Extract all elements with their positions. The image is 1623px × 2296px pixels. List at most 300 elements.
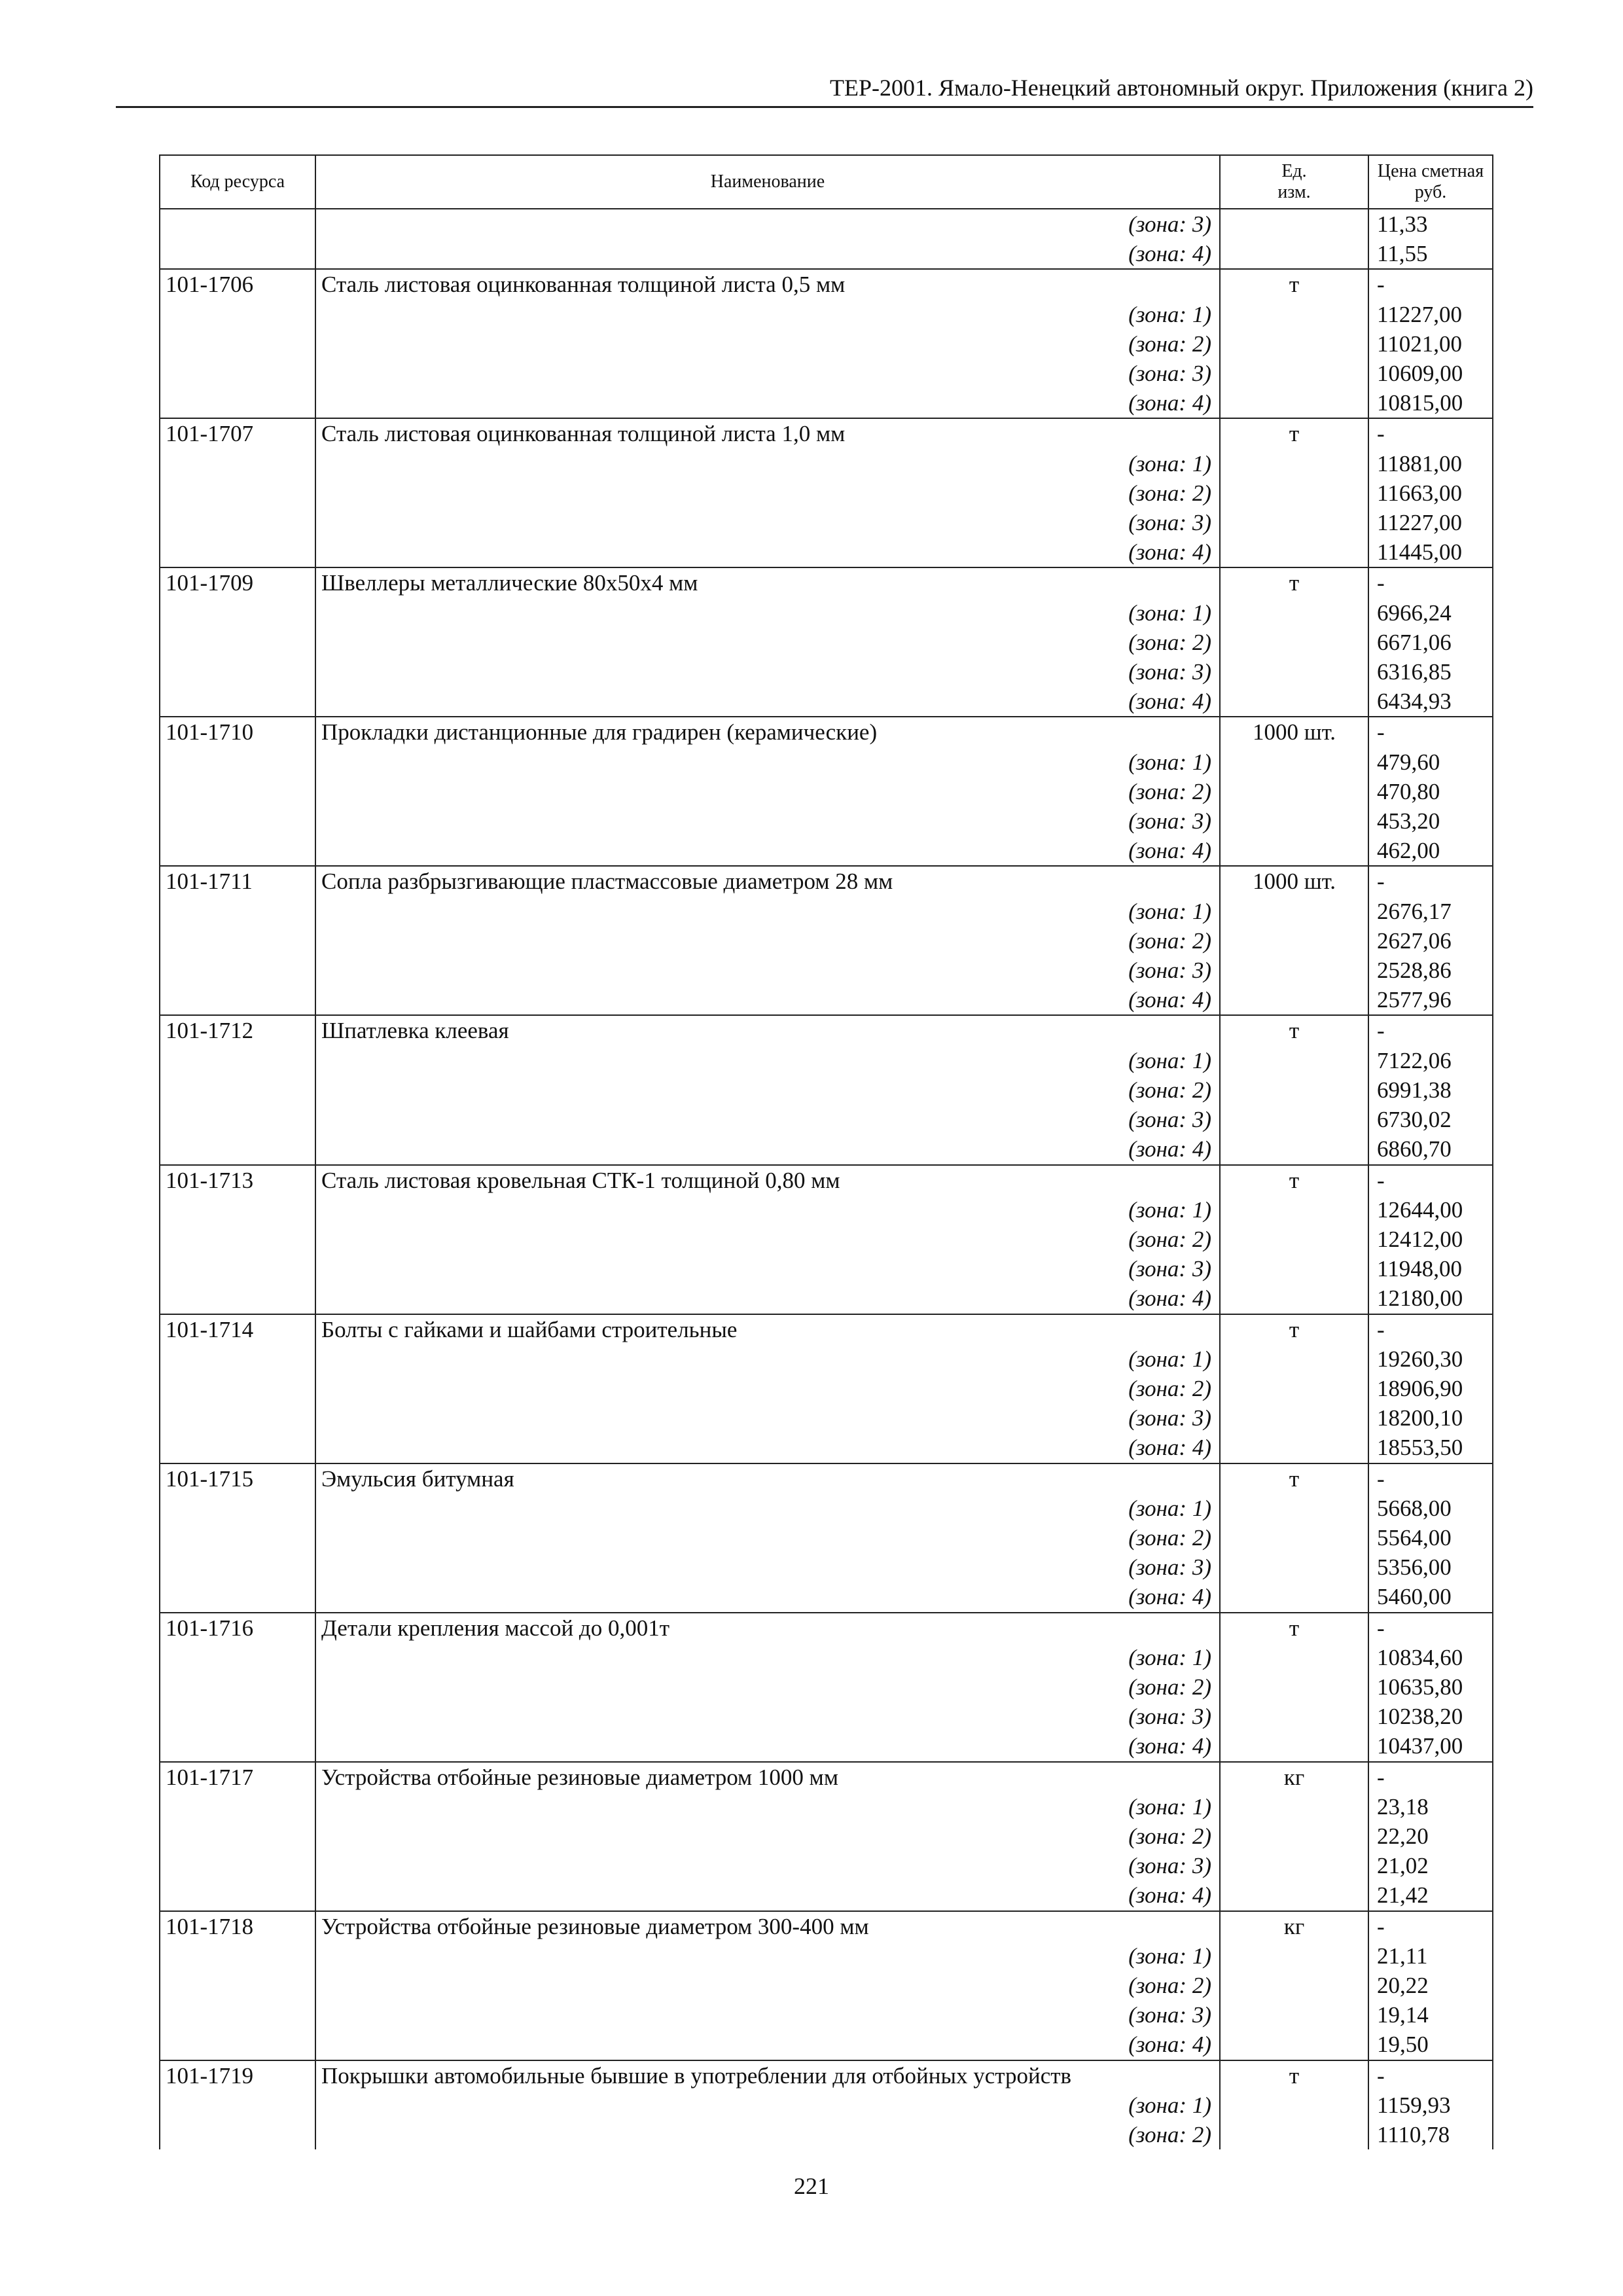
resource-name: Сталь листовая кровельная СТК-1 толщиной 0,80 мм <box>315 1165 1220 1195</box>
unit-cell <box>1220 1851 1368 1880</box>
unit-cell <box>1220 1344 1368 1374</box>
zone-price: 6991,38 <box>1368 1075 1493 1105</box>
zone-row <box>160 657 1493 687</box>
unit-cell <box>1220 2030 1368 2060</box>
resource-row <box>160 866 1493 896</box>
zone-price: 6316,85 <box>1368 657 1493 687</box>
resource-base-price: - <box>1368 1314 1493 1344</box>
resource-code-cell <box>160 1075 315 1105</box>
zone-label: (зона: 1) <box>315 1941 1220 1971</box>
zone-label: (зона: 2) <box>315 329 1220 359</box>
carryover-row <box>160 209 1493 239</box>
resource-base-price: - <box>1368 1762 1493 1792</box>
resource-unit: т <box>1220 1015 1368 1045</box>
zone-price: 18553,50 <box>1368 1433 1493 1463</box>
resource-code-cell <box>160 1643 315 1672</box>
zone-row <box>160 1702 1493 1731</box>
zone-row <box>160 806 1493 836</box>
zone-price: 18906,90 <box>1368 1374 1493 1403</box>
resource-code-cell <box>160 1523 315 1552</box>
resource-code-cell <box>160 1792 315 1821</box>
resource-unit: кг <box>1220 1911 1368 1941</box>
resource-base-price: - <box>1368 866 1493 896</box>
zone-price: 21,42 <box>1368 1880 1493 1910</box>
resource-code-cell <box>160 628 315 657</box>
zone-label: (зона: 2) <box>315 777 1220 806</box>
zone-row <box>160 1344 1493 1374</box>
zone-label: (зона: 3) <box>315 1851 1220 1880</box>
resource-code-cell <box>160 806 315 836</box>
zone-row <box>160 388 1493 418</box>
zone-row <box>160 687 1493 717</box>
zone-row <box>160 777 1493 806</box>
unit-cell <box>1220 1283 1368 1314</box>
zone-row <box>160 598 1493 628</box>
resource-code-cell <box>160 329 315 359</box>
column-header-price-line1: Цена сметная <box>1377 161 1484 181</box>
zone-row <box>160 1134 1493 1164</box>
zone-row <box>160 1731 1493 1761</box>
unit-cell <box>1220 2090 1368 2120</box>
zone-price: 12644,00 <box>1368 1195 1493 1225</box>
zone-label: (зона: 1) <box>315 1195 1220 1225</box>
unit-cell <box>1220 2000 1368 2030</box>
unit-cell <box>1220 1731 1368 1761</box>
zone-price: 12412,00 <box>1368 1225 1493 1254</box>
zone-price: 20,22 <box>1368 1971 1493 2000</box>
resource-row <box>160 1015 1493 1045</box>
zone-price: 11881,00 <box>1368 449 1493 478</box>
zone-label: (зона: 2) <box>315 2120 1220 2149</box>
zone-label: (зона: 1) <box>315 1046 1220 1075</box>
resource-unit: т <box>1220 2060 1368 2090</box>
zone-row <box>160 926 1493 956</box>
zone-label: (зона: 3) <box>315 359 1220 388</box>
resource-base-price: - <box>1368 418 1493 448</box>
zone-row <box>160 1851 1493 1880</box>
resource-row <box>160 269 1493 299</box>
zone-row <box>160 956 1493 985</box>
page-header <box>116 73 1533 108</box>
resource-code-cell <box>160 2030 315 2060</box>
zone-price: 1110,78 <box>1368 2120 1493 2149</box>
zone-label: (зона: 4) <box>315 537 1220 567</box>
zone-price: 19,50 <box>1368 2030 1493 2060</box>
unit-cell <box>1220 687 1368 717</box>
resource-code-cell <box>160 2000 315 2030</box>
zone-row <box>160 1374 1493 1403</box>
zone-row <box>160 1672 1493 1702</box>
resource-name: Устройства отбойные резиновые диаметром 300-400 мм <box>315 1911 1220 1941</box>
resource-code: 101-1717 <box>160 1762 315 1792</box>
resource-name: Шпатлевка клеевая <box>315 1015 1220 1045</box>
zone-label: (зона: 3) <box>315 1254 1220 1283</box>
zone-row <box>160 2030 1493 2060</box>
resource-row <box>160 418 1493 448</box>
zone-row <box>160 1552 1493 1582</box>
zone-label: (зона: 1) <box>315 1792 1220 1821</box>
zone-price: 11,55 <box>1368 239 1493 269</box>
resource-code: 101-1709 <box>160 567 315 598</box>
resource-row <box>160 1165 1493 1195</box>
resource-code-cell <box>160 985 315 1015</box>
unit-cell <box>1220 209 1368 239</box>
zone-row <box>160 1195 1493 1225</box>
zone-row <box>160 1254 1493 1283</box>
unit-cell <box>1220 1880 1368 1910</box>
resource-row <box>160 567 1493 598</box>
unit-cell <box>1220 1672 1368 1702</box>
unit-cell <box>1220 836 1368 866</box>
zone-price: 22,20 <box>1368 1821 1493 1851</box>
column-header-name: Наименование <box>315 155 1220 209</box>
resource-code-cell <box>160 300 315 329</box>
resource-code-cell <box>160 777 315 806</box>
resource-unit: т <box>1220 418 1368 448</box>
zone-row <box>160 1433 1493 1463</box>
unit-cell <box>1220 1702 1368 1731</box>
zone-row <box>160 747 1493 777</box>
page-number: 221 <box>794 2173 829 2199</box>
zone-label: (зона: 3) <box>315 2000 1220 2030</box>
zone-label: (зона: 1) <box>315 1344 1220 1374</box>
zone-row <box>160 1494 1493 1523</box>
unit-cell <box>1220 449 1368 478</box>
unit-cell <box>1220 657 1368 687</box>
resource-code-cell <box>160 1403 315 1433</box>
zone-price: 1159,93 <box>1368 2090 1493 2120</box>
zone-price: 2627,06 <box>1368 926 1493 956</box>
unit-cell <box>1220 1046 1368 1075</box>
zone-price: 470,80 <box>1368 777 1493 806</box>
zone-label: (зона: 3) <box>315 956 1220 985</box>
resource-code-cell <box>160 1344 315 1374</box>
resource-unit: т <box>1220 1613 1368 1643</box>
zone-label: (зона: 2) <box>315 926 1220 956</box>
unit-cell <box>1220 1494 1368 1523</box>
zone-price: 7122,06 <box>1368 1046 1493 1075</box>
column-header-price <box>1368 155 1493 209</box>
zone-label: (зона: 3) <box>315 508 1220 537</box>
zone-label: (зона: 2) <box>315 1672 1220 1702</box>
resource-code-cell <box>160 1821 315 1851</box>
unit-cell <box>1220 1433 1368 1463</box>
unit-cell <box>1220 806 1368 836</box>
resource-row <box>160 1613 1493 1643</box>
resource-name: Сопла разбрызгивающие пластмассовые диаметром 28 мм <box>315 866 1220 896</box>
unit-cell <box>1220 329 1368 359</box>
unit-cell <box>1220 1821 1368 1851</box>
zone-price: 11948,00 <box>1368 1254 1493 1283</box>
zone-price: 23,18 <box>1368 1792 1493 1821</box>
resource-base-price: - <box>1368 1613 1493 1643</box>
zone-label: (зона: 1) <box>315 1494 1220 1523</box>
zone-price: 11227,00 <box>1368 508 1493 537</box>
page-header-title: ТЕР-2001. Ямало-Ненецкий автономный округ. Приложения (книга 2) <box>830 75 1533 101</box>
resource-code-cell <box>160 388 315 418</box>
zone-row <box>160 1821 1493 1851</box>
zone-row <box>160 1075 1493 1105</box>
zone-row <box>160 2000 1493 2030</box>
unit-cell <box>1220 1552 1368 1582</box>
zone-label: (зона: 4) <box>315 2030 1220 2060</box>
zone-row <box>160 1283 1493 1314</box>
resource-name: Болты с гайками и шайбами строительные <box>315 1314 1220 1344</box>
zone-price: 10815,00 <box>1368 388 1493 418</box>
unit-cell <box>1220 1225 1368 1254</box>
unit-cell <box>1220 1643 1368 1672</box>
resource-code-cell <box>160 239 315 269</box>
zone-price: 21,11 <box>1368 1941 1493 1971</box>
resource-code-cell <box>160 1195 315 1225</box>
zone-label: (зона: 2) <box>315 478 1220 508</box>
resource-code-cell <box>160 2120 315 2149</box>
zone-row <box>160 1582 1493 1612</box>
zone-label: (зона: 2) <box>315 1523 1220 1552</box>
resource-row <box>160 1314 1493 1344</box>
zone-label: (зона: 4) <box>315 388 1220 418</box>
zone-label: (зона: 1) <box>315 300 1220 329</box>
zone-row <box>160 1403 1493 1433</box>
resource-row <box>160 1911 1493 1941</box>
resource-code-cell <box>160 449 315 478</box>
zone-price: 12180,00 <box>1368 1283 1493 1314</box>
zone-price: 10834,60 <box>1368 1643 1493 1672</box>
resource-unit: т <box>1220 1314 1368 1344</box>
zone-label: (зона: 3) <box>315 209 1220 239</box>
zone-label: (зона: 3) <box>315 1552 1220 1582</box>
zone-row <box>160 1105 1493 1134</box>
zone-price: 19,14 <box>1368 2000 1493 2030</box>
unit-cell <box>1220 1134 1368 1164</box>
zone-label: (зона: 4) <box>315 836 1220 866</box>
zone-price: 10635,80 <box>1368 1672 1493 1702</box>
resource-code-cell <box>160 1851 315 1880</box>
zone-label: (зона: 1) <box>315 449 1220 478</box>
column-header-code: Код ресурса <box>160 155 315 209</box>
resource-name: Устройства отбойные резиновые диаметром 1000 мм <box>315 1762 1220 1792</box>
zone-label: (зона: 2) <box>315 628 1220 657</box>
unit-cell <box>1220 1195 1368 1225</box>
zone-row <box>160 2090 1493 2120</box>
resource-code: 101-1713 <box>160 1165 315 1195</box>
resource-code-cell <box>160 1225 315 1254</box>
resource-code-cell <box>160 1702 315 1731</box>
zone-price: 11227,00 <box>1368 300 1493 329</box>
zone-label: (зона: 4) <box>315 985 1220 1015</box>
resource-code: 101-1712 <box>160 1015 315 1045</box>
zone-row <box>160 508 1493 537</box>
resource-name: Эмульсия битумная <box>315 1463 1220 1494</box>
zone-price: 453,20 <box>1368 806 1493 836</box>
resource-base-price: - <box>1368 717 1493 747</box>
resource-unit: т <box>1220 567 1368 598</box>
resource-code-cell <box>160 1283 315 1314</box>
resource-code-cell <box>160 926 315 956</box>
zone-row <box>160 537 1493 567</box>
zone-row <box>160 836 1493 866</box>
zone-label: (зона: 3) <box>315 1105 1220 1134</box>
zone-price: 21,02 <box>1368 1851 1493 1880</box>
zone-label: (зона: 4) <box>315 1134 1220 1164</box>
zone-label: (зона: 3) <box>315 806 1220 836</box>
zone-price: 479,60 <box>1368 747 1493 777</box>
price-table <box>159 154 1493 2149</box>
resource-code-cell <box>160 897 315 926</box>
resource-code-cell <box>160 1552 315 1582</box>
resource-unit: кг <box>1220 1762 1368 1792</box>
resource-code-cell <box>160 359 315 388</box>
resource-code-cell <box>160 836 315 866</box>
resource-row <box>160 1463 1493 1494</box>
zone-row <box>160 449 1493 478</box>
resource-base-price: - <box>1368 567 1493 598</box>
unit-cell <box>1220 985 1368 1015</box>
zone-row <box>160 478 1493 508</box>
resource-code-cell <box>160 1941 315 1971</box>
zone-label: (зона: 4) <box>315 239 1220 269</box>
zone-label: (зона: 4) <box>315 1731 1220 1761</box>
zone-label: (зона: 3) <box>315 657 1220 687</box>
unit-cell <box>1220 300 1368 329</box>
unit-cell <box>1220 1523 1368 1552</box>
zone-row <box>160 359 1493 388</box>
zone-row <box>160 1880 1493 1910</box>
zone-price: 10609,00 <box>1368 359 1493 388</box>
resource-code-cell <box>160 537 315 567</box>
unit-cell <box>1220 956 1368 985</box>
price-table-header <box>160 155 1493 209</box>
unit-cell <box>1220 359 1368 388</box>
column-header-unit <box>1220 155 1368 209</box>
unit-cell <box>1220 1941 1368 1971</box>
resource-code-cell <box>160 1105 315 1134</box>
zone-price: 11021,00 <box>1368 329 1493 359</box>
zone-row <box>160 300 1493 329</box>
zone-row <box>160 985 1493 1015</box>
unit-cell <box>1220 1403 1368 1433</box>
zone-row <box>160 897 1493 926</box>
zone-row <box>160 628 1493 657</box>
resource-code-cell <box>160 1731 315 1761</box>
resource-unit: т <box>1220 1165 1368 1195</box>
zone-label: (зона: 1) <box>315 897 1220 926</box>
resource-unit: т <box>1220 1463 1368 1494</box>
resource-code: 101-1710 <box>160 717 315 747</box>
resource-code: 101-1719 <box>160 2060 315 2090</box>
resource-name: Покрышки автомобильные бывшие в употреблении для отбойных устройств <box>315 2060 1220 2090</box>
zone-label: (зона: 2) <box>315 1821 1220 1851</box>
unit-cell <box>1220 926 1368 956</box>
resource-code-cell <box>160 598 315 628</box>
zone-label: (зона: 4) <box>315 1433 1220 1463</box>
resource-code: 101-1706 <box>160 269 315 299</box>
zone-price: 6434,93 <box>1368 687 1493 717</box>
zone-row <box>160 1941 1493 1971</box>
resource-code-cell <box>160 478 315 508</box>
resource-code-cell <box>160 687 315 717</box>
resource-code-cell <box>160 1134 315 1164</box>
zone-label: (зона: 1) <box>315 598 1220 628</box>
resource-code-cell <box>160 1254 315 1283</box>
unit-cell <box>1220 1374 1368 1403</box>
resource-code: 101-1718 <box>160 1911 315 1941</box>
zone-row <box>160 1643 1493 1672</box>
zone-label: (зона: 2) <box>315 1075 1220 1105</box>
resource-base-price: - <box>1368 1015 1493 1045</box>
zone-price: 5356,00 <box>1368 1552 1493 1582</box>
zone-label: (зона: 1) <box>315 747 1220 777</box>
resource-code-cell <box>160 1672 315 1702</box>
unit-cell <box>1220 239 1368 269</box>
zone-label: (зона: 4) <box>315 1880 1220 1910</box>
zone-price: 6860,70 <box>1368 1134 1493 1164</box>
zone-price: 10437,00 <box>1368 1731 1493 1761</box>
resource-row <box>160 717 1493 747</box>
zone-price: 462,00 <box>1368 836 1493 866</box>
zone-label: (зона: 2) <box>315 1225 1220 1254</box>
zone-price: 18200,10 <box>1368 1403 1493 1433</box>
resource-base-price: - <box>1368 1911 1493 1941</box>
unit-cell <box>1220 2120 1368 2149</box>
resource-code: 101-1707 <box>160 418 315 448</box>
zone-row <box>160 1225 1493 1254</box>
unit-cell <box>1220 1582 1368 1612</box>
resource-base-price: - <box>1368 1463 1493 1494</box>
unit-cell <box>1220 1254 1368 1283</box>
resource-code: 101-1714 <box>160 1314 315 1344</box>
zone-price: 2676,17 <box>1368 897 1493 926</box>
zone-price: 19260,30 <box>1368 1344 1493 1374</box>
resource-name: Прокладки дистанционные для градирен (керамические) <box>315 717 1220 747</box>
zone-price: 5460,00 <box>1368 1582 1493 1612</box>
zone-row <box>160 1046 1493 1075</box>
unit-cell <box>1220 747 1368 777</box>
zone-label: (зона: 2) <box>315 1374 1220 1403</box>
resource-code: 101-1716 <box>160 1613 315 1643</box>
zone-label: (зона: 3) <box>315 1702 1220 1731</box>
zone-price: 10238,20 <box>1368 1702 1493 1731</box>
zone-label: (зона: 3) <box>315 1403 1220 1433</box>
resource-unit: т <box>1220 269 1368 299</box>
zone-label: (зона: 4) <box>315 1582 1220 1612</box>
zone-price: 6966,24 <box>1368 598 1493 628</box>
zone-price: 5564,00 <box>1368 1523 1493 1552</box>
zone-price: 5668,00 <box>1368 1494 1493 1523</box>
resource-code: 101-1715 <box>160 1463 315 1494</box>
column-header-price-line2: руб. <box>1414 182 1447 202</box>
resource-code-cell <box>160 1433 315 1463</box>
resource-name: Сталь листовая оцинкованная толщиной листа 0,5 мм <box>315 269 1220 299</box>
column-header-unit-line2: изм. <box>1277 182 1311 202</box>
zone-label: (зона: 1) <box>315 1643 1220 1672</box>
resource-base-price: - <box>1368 269 1493 299</box>
resource-code-cell <box>160 1494 315 1523</box>
unit-cell <box>1220 388 1368 418</box>
resource-name: Сталь листовая оцинкованная толщиной листа 1,0 мм <box>315 418 1220 448</box>
unit-cell <box>1220 1075 1368 1105</box>
resource-name: Швеллеры металлические 80х50х4 мм <box>315 567 1220 598</box>
unit-cell <box>1220 628 1368 657</box>
zone-label: (зона: 1) <box>315 2090 1220 2120</box>
resource-base-price: - <box>1368 1165 1493 1195</box>
zone-price: 11663,00 <box>1368 478 1493 508</box>
zone-row <box>160 1971 1493 2000</box>
resource-code-cell <box>160 1582 315 1612</box>
resource-name: Детали крепления массой до 0,001т <box>315 1613 1220 1643</box>
zone-price: 2577,96 <box>1368 985 1493 1015</box>
unit-cell <box>1220 777 1368 806</box>
